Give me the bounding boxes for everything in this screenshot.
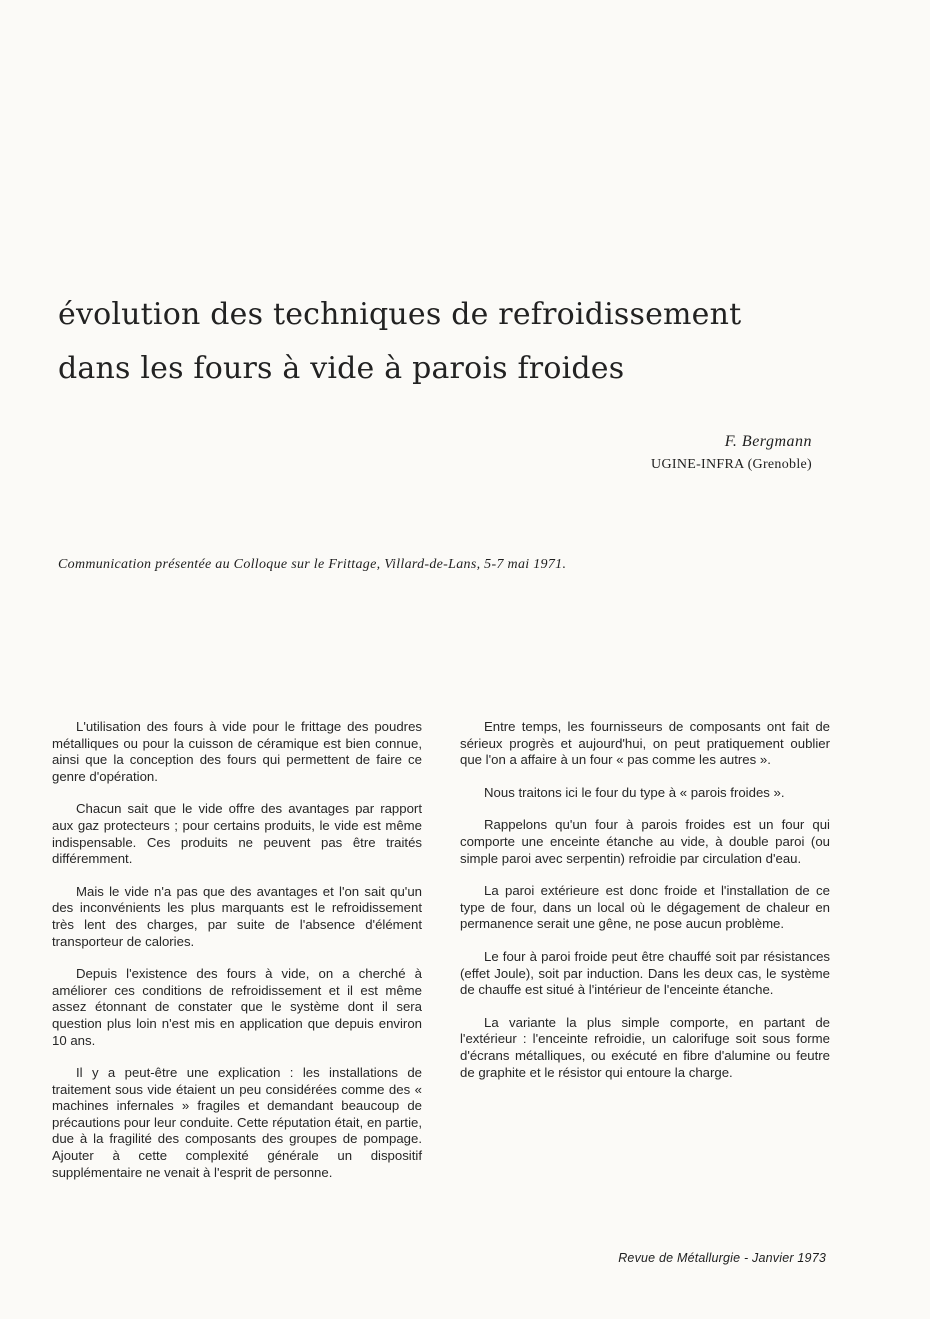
paragraph: Mais le vide n'a pas que des avantages et l'on sait qu'un des inconvénients les plus marquants est le refroidissement très lent des charges, par suite de l'absence d'élément transporteur de calories.	[52, 883, 422, 949]
right-column	[460, 719, 830, 1097]
paragraph: Depuis l'existence des fours à vide, on a cherché à améliorer ces conditions de refroidissement et il est même assez étonnant de constater que le système dont il sera question plus loin n'est mis en application que depuis environ 10 ans.	[52, 966, 422, 1048]
paragraph: La variante la plus simple comporte, en partant de l'extérieur : l'enceinte refroidie, un calorifuge soit sous forme d'écrans métalliques, ou exécuté en fibre d'alumine ou feutre de graphite et le résistor qui entoure la charge.	[460, 1014, 830, 1080]
paragraph: Chacun sait que le vide offre des avantages par rapport aux gaz protecteurs ; pour certains produits, le vide est même indispensable. Ces produits ne peuvent pas être traités différemment.	[52, 801, 422, 867]
paragraph: La paroi extérieure est donc froide et l'installation de ce type de four, dans un local où le dégagement de chaleur en permanence serait une gêne, ne pose aucun problème.	[460, 883, 830, 932]
paragraph: Rappelons qu'un four à parois froides est un four qui comporte une enceinte étanche au vide, à double paroi (ou simple paroi avec serpentin) refroidie par circulation d'eau.	[460, 817, 830, 866]
article-title-line-2: dans les fours à vide à parois froides	[58, 351, 625, 386]
author-affiliation: UGINE-INFRA (Grenoble)	[651, 457, 812, 472]
communication-note: Communication présentée au Colloque sur le Frittage, Villard-de-Lans, 5-7 mai 1971.	[58, 557, 567, 572]
left-column	[52, 719, 422, 1197]
journal-footer: Revue de Métallurgie - Janvier 1973	[618, 1251, 826, 1265]
paragraph: Le four à paroi froide peut être chauffé soit par résistances (effet Joule), soit par induction. Dans les deux cas, le système de chauffe est situé à l'intérieur de l'enceinte étanche.	[460, 948, 830, 998]
article-title	[58, 288, 838, 396]
article-title-line-1: évolution des techniques de refroidissement	[58, 297, 742, 332]
paragraph: Entre temps, les fournisseurs de composants ont fait de sérieux progrès et aujourd'hui, on peut pratiquement oublier que l'on a affaire à un four « pas comme les autres ».	[460, 719, 830, 768]
paragraph: Nous traitons ici le four du type à « parois froides ».	[484, 784, 785, 800]
paragraph: L'utilisation des fours à vide pour le frittage des poudres métalliques ou pour la cuisson de céramique est bien connue, ainsi que la conception des fours qui permettent de faire ce genre d'opération.	[52, 719, 422, 784]
paragraph: Il y a peut-être une explication : les installations de traitement sous vide étaient un peu considérées comme des « machines infernales » fragiles et demandant beaucoup de précautions pour leur conduite. Cette réputation était, en partie, due à la fragilité des composants des groupes de pompage. Ajouter à cette complexité générale un dispositif supplémentaire ne venait à l'esprit de personne.	[52, 1065, 422, 1180]
author-name: F. Bergmann	[724, 433, 812, 450]
